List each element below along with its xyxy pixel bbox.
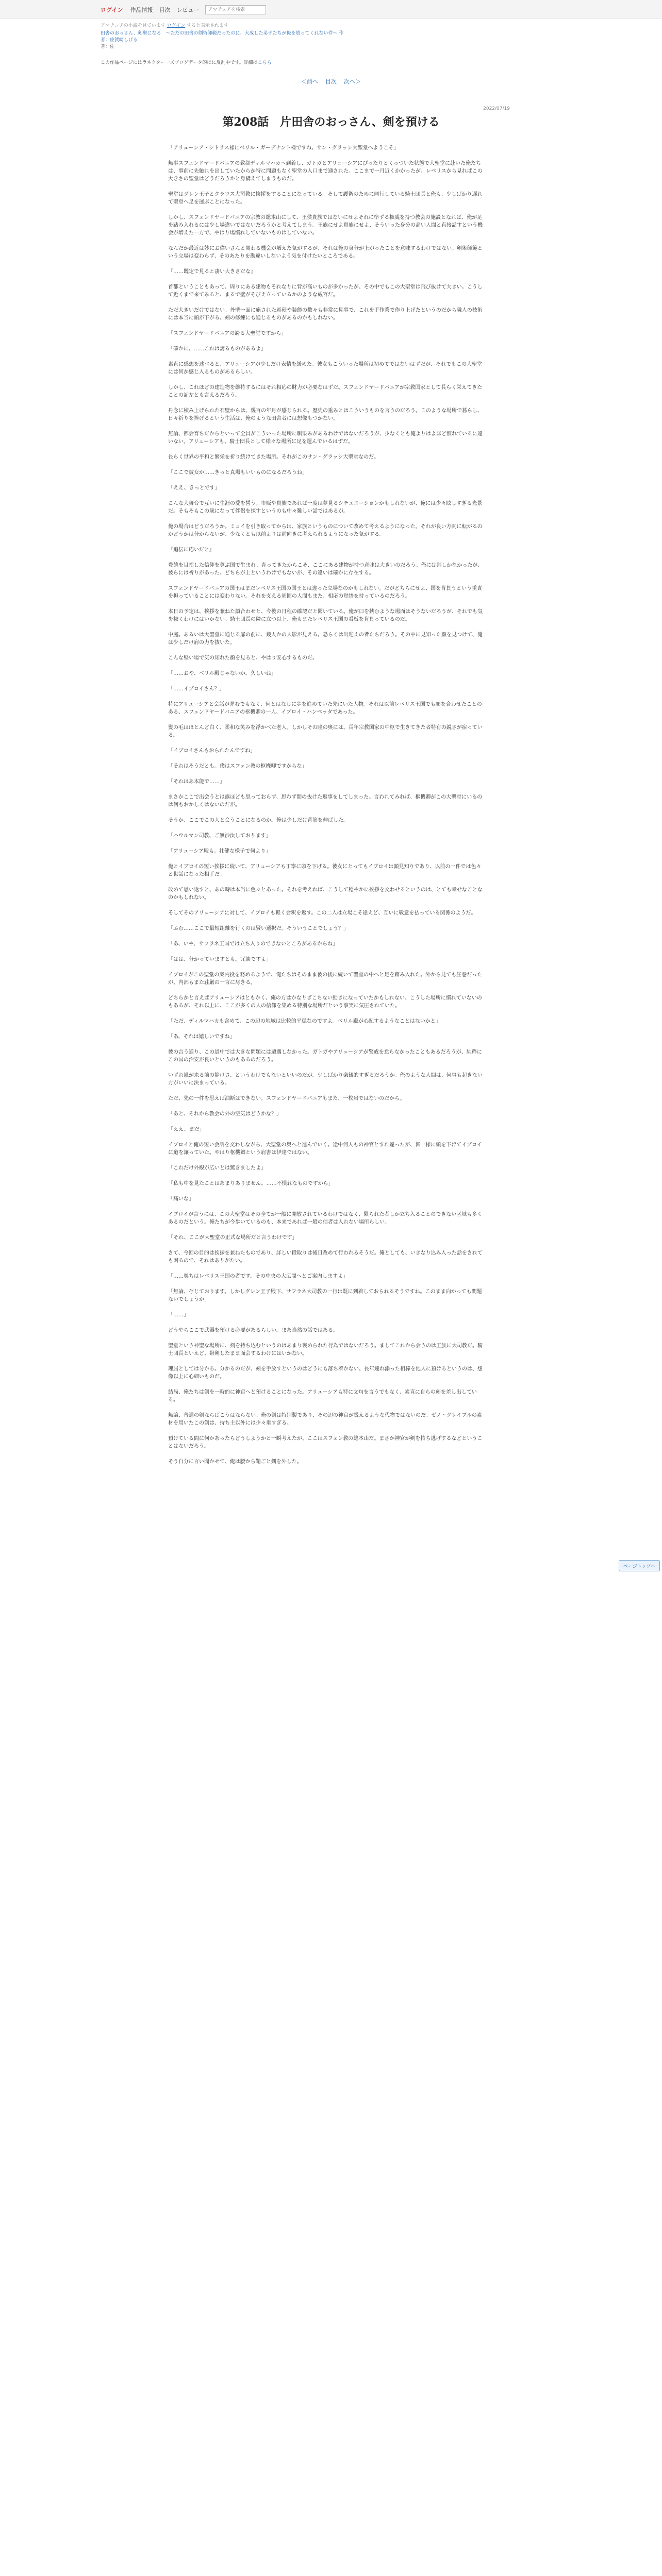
dialogue-line: 「……」 [168,1312,189,1318]
search-input[interactable] [205,5,266,14]
body-paragraph: 無事スフェンドヤードバニアの教都ディルマハカへ到着し、ガトガとアリューシアにぴったりとくっついた状態で大聖堂に赴いた俺たちは、事前に先触れを出していたからか特に問題もなく聖堂の入口まで通された。ここまで一月近くかかったが、レベリスから見ればこの大きさの聖堂はどうだろうかと身構えてしまうものだ。 [168,161,483,182]
page-top-button[interactable]: ページトップへ [619,1560,660,1571]
body-paragraph: そう自分に言い聞かせて、俺は腰から鞘ごと剣を外した。 [168,1459,302,1465]
body-paragraph: 髪の毛はほとんど白く、柔和な笑みを浮かべた老人。しかしその瞳の奥には、長年宗教国家の中枢で生きてきた者特有の鋭さが宿っている。 [168,725,483,738]
pager-next[interactable]: 次へ＞ [344,78,361,85]
login-link[interactable]: ログイン [101,7,123,13]
body-paragraph: ただ、先の一件を思えば油断はできない。スフェンドヤードバニアもまた、一枚岩ではないのだから。 [168,1096,405,1101]
chapter-title: 第208話 片田舎のおっさん、剣を預ける [222,115,440,129]
body-paragraph: 俺の場合はどうだろうか。ミュイを引き取ってからは、家族というものについて改めて考えるようになった。それが良い方向に転がるのかどうかは分からないが、少なくとも以前よりは前向きに考えられるようになった気がする。 [168,524,483,537]
pager [0,77,662,86]
nav-item-index[interactable]: 目次 [159,7,171,13]
body-paragraph: イブロイと俺の短い会話を交わしながら、大聖堂の奥へと進んでいく。途中何人もの神官とすれ違ったが、皆一様に頭を下げてイブロイに道を譲っていた。やはり枢機卿という肩書は伊達ではない。 [168,1142,482,1156]
body-paragraph: 丹念に積み上げられた石壁からは、幾百の年月が感じられる。歴史の重みとはこういうものを言うのだろう。このような場所で暮らし、日々祈りを捧げるという生活は、俺のような田舎者には想像もつかない。 [168,408,483,421]
notice-link[interactable]: こちら [257,60,272,65]
body-paragraph: 素直に感想を述べると、アリューシアが少しだけ表情を緩めた。彼女もこういった場所は初めてではないはずだが、それでもこの大聖堂には何か感じ入るものがあるらしい。 [168,362,483,375]
dialogue-line: 「……おや、ベリル殿じゃないか。久しいね」 [168,671,276,676]
body-paragraph: 改めて思い返すと、あの時は本当に色々とあった。それを考えれば、こうして穏やかに挨拶を交わせるというのは、とても幸せなことなのかもしれない。 [168,887,483,901]
body-paragraph: 中庭。あるいは大聖堂に通じる扉の前に、幾人かの人影が見える。恐らくは出迎えの者たちだろう。その中に見知った顔を見つけて、俺は少しだけ肩の力を抜いた。 [168,632,483,646]
dialogue-line: 「これだけ外観が広いとは驚きましたよ」 [168,1165,266,1171]
body-paragraph: イブロイが言うには、この大聖堂はその全てが一般に開放されているわけではなく、限られた者しか立ち入ることのできない区域も多くあるのだという。俺たちが今歩いているのも、本来であれば一般の信者は入れない場所らしい。 [168,1212,483,1225]
body-paragraph: 豊饒を目指した信仰を尊ぶ国で生まれ、育ってきたからこそ、ここにある建物が持つ意味は大きいのだろう。俺には剣しかなかったが、彼らには祈りがあった。どちらが上というわけでもないが、その違いは確かに存在する。 [168,563,483,576]
dialogue-line: 「アリューシア・シトラス様にベリル・ガーデナント様ですね。サン・グラッシ大聖堂へようこそ」 [168,145,399,151]
body-paragraph: 無論、普通の剣ならばこうはならない。俺の剣は特別製であり、その辺の神官が扱えるような代物ではないのだ。ゼノ・グレイブルの素材を用いたこの剣は、持ち主以外には少々重すぎる。 [168,1413,482,1426]
body-paragraph: どちらかと言えばアリューシアはともかく、俺の方はかなりぎこちない動きになっていたかもしれない。こうした場所に慣れていないのもあるが、それ以上に、ここが多くの人の信仰を集める特別な場所だという事実に気圧されていた。 [168,995,482,1009]
dialogue-line: 「……イブロイさん？」 [168,686,225,692]
pager-prev[interactable]: ＜前へ [301,78,318,85]
dialogue-line: 「ここで彼女か……きっと真場もいいものになるだろうね」 [168,470,307,476]
dialogue-line: 「あと、それから教会の外の空気はどうかな？」 [168,1111,282,1117]
work-author[interactable]: 著：佐 [101,44,115,49]
dialogue-line: 「……奥ちはレベリス王国の者です。その中央の大広間へとご案内しますよ」 [168,1274,348,1279]
work-intro [101,23,348,50]
notice-text: この作品ページにはラネクター一ズブログデータ的はに反乱中です。詳細は [101,60,258,65]
intro-note [101,23,348,29]
intro-login-link[interactable]: ログイン [167,23,186,28]
intro-note-suffix: すると表示されます [187,23,229,28]
body-paragraph: さて、今回の目的は挨拶を兼ねたものであり、詳しい段取りは後日改めて行われるそうだ。俺としても、いきなり込み入った話をされても困るので、それはありがたい。 [168,1250,483,1264]
body-paragraph: そうか、ここでこの人と会うことになるのか。俺は少しだけ背筋を伸ばした。 [168,818,349,823]
body-paragraph: しかし、スフェンドヤードバニアの宗教の総本山にして、王侯貴族ではないにせよそれに準ずる権威を持つ教会の施設となれば、俺が足を踏み入れるには少し場違いではないだろうかと考えてしまう。王族にせよ貴族にせよ、そういった身分の高い人間と直接話すという機会が増えた一方で、やはり場慣れしていないものはしていない。 [168,215,483,236]
dialogue-line: 「私も中を見たことはあまりありません。……不慣れなものですから」 [168,1181,334,1187]
notice [101,60,348,66]
body-paragraph: いずれ嵐が来る前の静けさ、というわけでもないといいのだが。少しばかり楽観的すぎるだろうか。俺のような人間は、何事も起きない方がいいに決まっている。 [168,1073,483,1086]
dialogue-line: 「ただ、ディルマハカも含めて、この辺の地域は比較的平穏なのですよ。ベリル殿が心配するようなことはないかと」 [168,1019,441,1024]
nav-item-work-info[interactable]: 作品情報 [130,7,153,13]
intro-note-text: アマチュアの小説を見ています [101,23,166,28]
body-paragraph: 理屈としては分かる。分かるのだが、剣を手放すというのはどうにも落ち着かない。長年連れ添った相棒を他人に預けるというのは、想像以上に心細いものだ。 [168,1366,483,1380]
dialogue-line: 『追伝に応いだと』 [168,547,214,553]
dialogue-line: 「スフェンドヤードバニアの誇る大聖堂ですから」 [168,331,287,336]
body-paragraph: 彼の言う通り、この道中では大きな問題には遭遇しなかった。ガトガやアリューシアが警戒を怠らなかったこともあるだろうが、純粋にこの国の治安が良いというのもあるのだろう。 [168,1049,482,1063]
dialogue-line: 「あ、いや、サフラネ王国では立ち入りのできないところがあるからね」 [168,941,338,947]
dialogue-line: 「それはそうだとも。僕はスフェン教の枢機卿ですからな」 [168,764,307,769]
dialogue-line: 「ええ、まだ」 [168,1127,205,1132]
body-paragraph: なんだか最近は妙にお偉いさんと関わる機会が増えた気がするが、それは俺の身分が上がったことを意味するわけではない。剣術師範という立場は変わらず、そのあたりを勘違いしないよう気を付けたいところである。 [168,246,483,259]
body-paragraph: 結局、俺たちは剣を一時的に神官へと預けることになった。アリューシアも特に文句を言うでもなく、素直に自らの剣を差し出している。 [168,1389,477,1403]
chapter-body [168,144,484,2576]
body-paragraph: 聖堂はグレン王子とクラウス大司教に挨拶をすることになっている。そして護衛のために同行している騎士団長と俺も、少しばかり遅れて聖堂へ足を運ぶことになった。 [168,192,483,205]
dialogue-line: 「それ、ここが大聖堂の正式な場所だと言うわけです」 [168,1235,297,1241]
body-paragraph: 特にアリューシアと会話が弾むでもなく、何とはなしに歩を進めていた先にいた人物。それは以前レベリス王国でも顔を合わせたことのある、スフェンドヤードバニアの枢機卿の一人、イブロイ・ハンベッタであった。 [168,702,482,715]
body-paragraph: しかし、これほどの建造物を維持するにはそれ相応の財力が必要なはずだ。スフェンドヤードバニアが宗教国家として長らく栄えてきたことの証左とも言えるだろう。 [168,385,483,398]
body-paragraph: 首都ということもあって、周りにある建物もそれなりに背が高いものが多かったが、その中でもこの大聖堂は飛び抜けて大きい。こうして近くまで来てみると、まるで壁がそびえ立っているかのような威容だ。 [168,284,483,298]
dialogue-line: 「無論、存じております。しかしグレン王子殿下、サフラネ大司教の一行は既に到着しておられるそうですね。このまま向かっても問題ないでしょうか」 [168,1289,482,1302]
body-paragraph: こんな大舞台で互いに生涯の愛を誓う。市販や貴族であれば一度は夢見るシチュエーションかもしれないが、俺には少々眩しすぎる光景だ。そもそもこの歳になって伴侶を探すというのも中々難しい話ではあるが。 [168,501,483,514]
post-date: 2022/07/19 [483,106,510,111]
body-paragraph: 長らく世界の平和と繁栄を祈り続けてきた場所。それがこのサン・グラッシ大聖堂なのだ。 [168,454,379,460]
dialogue-line: 「ふむ……ここで最短距離を行くのは賢い選択だ。そういうことでしょう？」 [168,926,349,931]
dialogue-line: 『……既定で見ると凄い大きさだな』 [168,269,256,275]
body-paragraph: 俺とイブロイの短い挨拶に続いて、アリューシアも丁寧に頭を下げる。彼女にとってもイブロイは顔見知りであり、以前の一件では色々と世話になった相手だ。 [168,864,482,877]
dialogue-line: 「アリューシア殿も。壮健な様子で何より」 [168,849,271,854]
top-nav [101,5,348,15]
dialogue-line: 「ええ、きっとです」 [168,485,220,491]
body-paragraph: まさかここで出会うとは露ほども思っておらず、思わず間の抜けた返事をしてしまった。言われてみれば、枢機卿がこの大聖堂にいるのは何もおかしくはないのだが。 [168,794,483,808]
body-paragraph: 本日の予定は、挨拶を兼ねた顔合わせと、今後の日程の確認だと聞いている。俺が口を挟むような場面はそうないだろうが、それでも気を抜くわけにはいかない。騎士団長の隣に立つ以上、俺もまたレベリス王国の看板を背負っているのだ。 [168,609,483,622]
dialogue-line: 「はは、分かっていますとも。冗談ですよ」 [168,957,271,962]
body-paragraph: 預けている間に何かあったらどうしようかと一瞬考えたが、ここはスフェン教の総本山だ。まさか神官が剣を持ち逃げするなどということはないだろう。 [168,1436,483,1449]
dialogue-line: 「それはあ本能で……」 [168,779,225,785]
body-paragraph: 無論、都会育ちだからといって全員がこういった場所に馴染みがあるわけではないだろうが、少なくとも俺よりはよほど慣れているに違いない。アリューシアも、騎士団長として様々な場所に足を運んでいるはずだ。 [168,431,483,445]
dialogue-line: 「ハウルマン司教、ご無沙汰しております」 [168,833,271,839]
nav-item-review[interactable]: レビュー [176,7,200,13]
body-paragraph: どうやらここで武器を預ける必要があるらしい。まあ当然の話ではある。 [168,1328,338,1333]
body-paragraph: こんな堅い場で気の知れた顔を見ると、やはり安心するものだ。 [168,655,318,661]
body-paragraph: 聖堂という神聖な場所に、剣を持ち込むというのはあまり褒められた行為ではないだろう。ましてこれから会うのは王族に大司教だ。騎士団長といえど、帯剣したまま面会するわけにはいかない。 [168,1343,483,1357]
dialogue-line: 「痛いな」 [168,1196,194,1202]
pager-index[interactable]: 目次 [325,78,337,85]
dialogue-line: 「確かに。……これは誇るものがあるよ」 [168,346,266,352]
body-paragraph: そしてそのアリューシアに対して、イブロイも軽く会釈を返す。この二人は立場こそ違えど、互いに敬意を払っている関係のようだ。 [168,910,476,916]
work-title-link[interactable]: 田舎のおっさん、剣聖になる ～ただの田舎の剣術師範だったのに、大成した弟子たちが俺を放ってくれない件～ 作者：佐賀崎しげる [101,31,344,43]
dialogue-line: 「イブロイさんもおられたんですね」 [168,748,256,754]
body-paragraph: ただ大きいだけではない。外壁一面に施された彫刻や装飾の数々も非常に見事で、これを手作業で作り上げたというのだから職人の技術には本当に頭が下がる。剣の修練にも通じるものがあるのかもしれない。 [168,308,483,321]
dialogue-line: 「あ、それは嬉しいですね」 [168,1034,235,1040]
body-paragraph: イブロイがこの聖堂の案内役を務めるようで、俺たちはそのまま彼の後に続いて聖堂の中へと足を踏み入れた。外から見ても圧巻だったが、内部もまた荘厳の一言に尽きる。 [168,972,483,986]
body-paragraph: スフェンドヤードバニアの国王はまだレベリス王国の国王とは違った立場なのかもしれない。だがどちらにせよ、国を背負うという重責を担っていることには変わりない。それを支える周囲の人間もまた、相応の覚悟を持っているのだろう。 [168,586,483,599]
